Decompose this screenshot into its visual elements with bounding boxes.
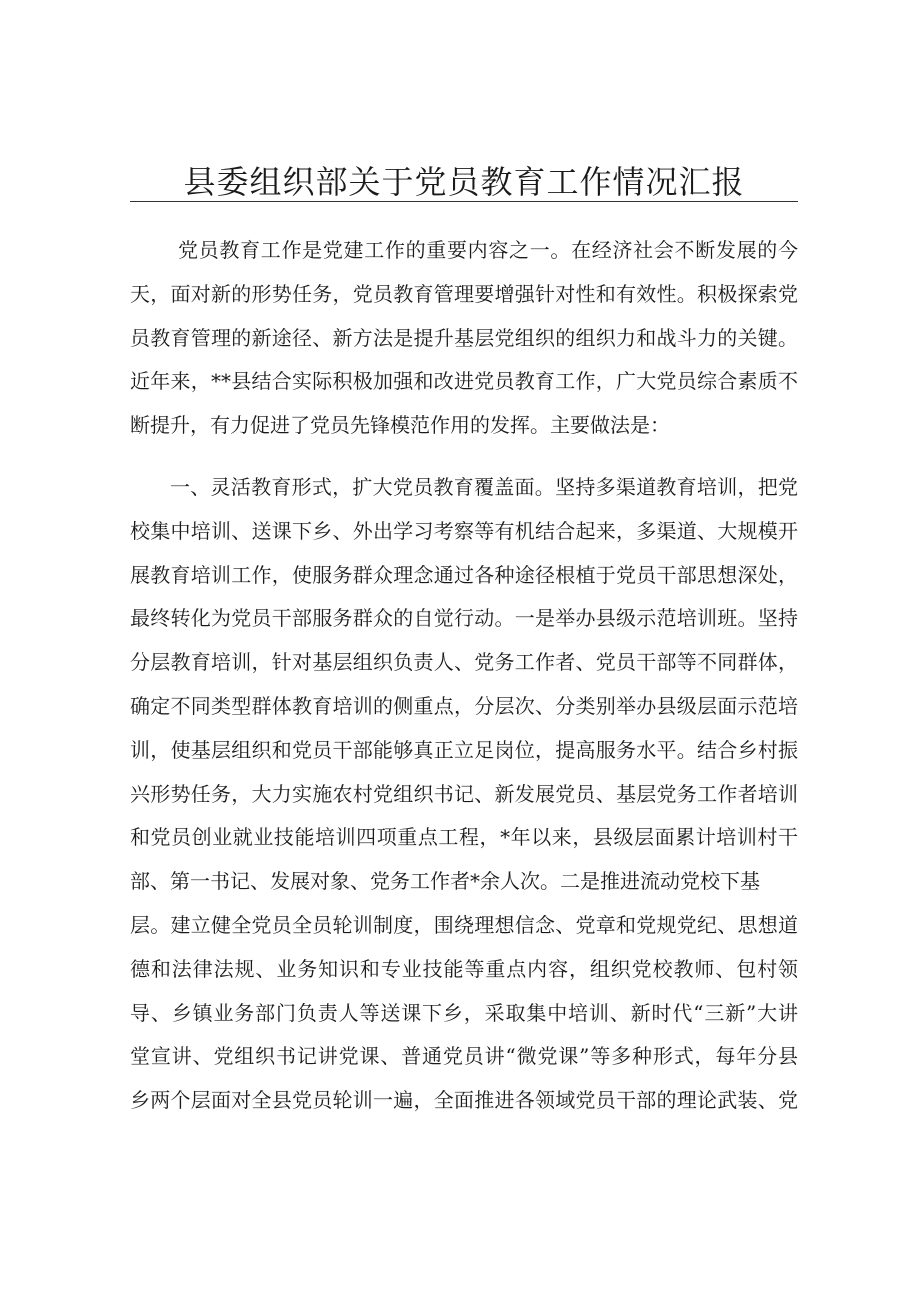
paragraph-section-one [130, 466, 798, 1123]
text-line: 乡两个层面对全县党员轮训一遍，全面推进各领域党员干部的理论武装、党 [130, 1088, 798, 1113]
text-line: 近年来，**县结合实际积极加强和改进党员教育工作，广大党员综合素质不 [130, 369, 798, 394]
text-line: 德和法律法规、业务知识和专业技能等重点内容，组织党校教师、包村领 [130, 956, 798, 981]
text-line: 堂宣讲、党组织书记讲党课、普通党员讲“微党课”等多种形式，每年分县 [130, 1044, 798, 1069]
text-line: 展教育培训工作，使服务群众理念通过各种途径根植于党员干部思想深处， [130, 562, 798, 587]
text-line: 兴形势任务，大力实施农村党组织书记、新发展党员、基层党务工作者培训 [130, 781, 798, 806]
text-line: 导、乡镇业务部门负责人等送课下乡，采取集中培训、新时代“三新”大讲 [130, 1000, 798, 1025]
text-line: 部、第一书记、发展对象、党务工作者*余人次。二是推进流动党校下基 [130, 869, 760, 894]
text-line: 训，使基层组织和党员干部能够真正立足岗位，提高服务水平。结合乡村振 [130, 737, 798, 762]
title-underline [130, 201, 798, 202]
document-title: 县委组织部关于党员教育工作情况汇报 [183, 163, 745, 201]
text-line: 确定不同类型群体教育培训的侧重点，分层次、分类别举办县级层面示范培 [130, 693, 798, 718]
text-line: 最终转化为党员干部服务群众的自觉行动。一是举办县级示范培训班。坚持 [130, 606, 798, 631]
text-line: 和党员创业就业技能培训四项重点工程，*年以来，县级层面累计培训村干 [130, 825, 798, 850]
text-line: 层。建立健全党员全员轮训制度，围绕理想信念、党章和党规党纪、思想道 [130, 912, 798, 937]
paragraph-intro [130, 229, 798, 448]
text-line: 党员教育工作是党建工作的重要内容之一。在经济社会不断发展的今 [178, 238, 798, 262]
text-line: 分层教育培训，针对基层组织负责人、党务工作者、党员干部等不同群体， [130, 650, 798, 675]
text-line: 校集中培训、送课下乡、外出学习考察等有机结合起来，多渠道、大规模开 [130, 518, 798, 543]
text-line: 断提升，有力促进了党员先锋模范作用的发挥。主要做法是： [130, 413, 670, 438]
text-line: 一、灵活教育形式，扩大党员教育覆盖面。坚持多渠道教育培训，把党 [170, 475, 798, 499]
text-line: 员教育管理的新途径、新方法是提升基层党组织的组织力和战斗力的关键。 [130, 325, 798, 350]
text-line: 天，面对新的形势任务，党员教育管理要增强针对性和有效性。积极探索党 [130, 281, 798, 306]
